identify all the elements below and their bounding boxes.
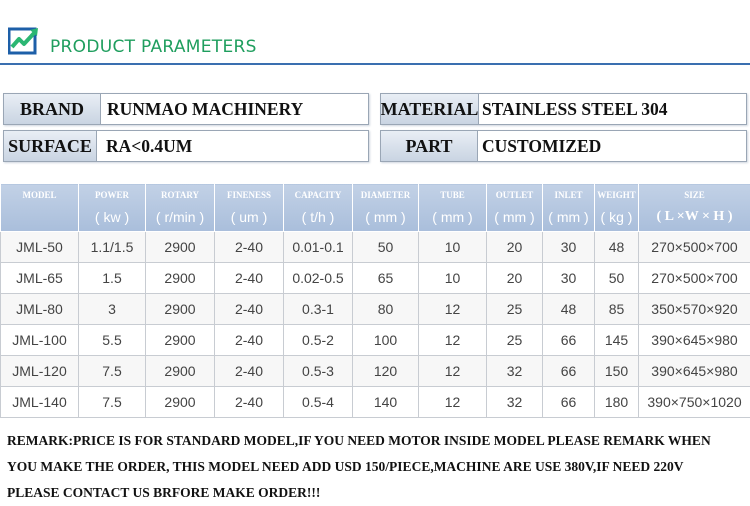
table-row	[1, 232, 750, 263]
table-cell: 270×500×700	[639, 263, 750, 294]
table-cell: 30	[543, 263, 595, 294]
remark-note	[7, 428, 747, 506]
spec-box-part	[380, 130, 747, 162]
table-cell: 2900	[146, 387, 215, 418]
page-header	[0, 0, 750, 66]
table-cell: 2900	[146, 263, 215, 294]
spec-value-surface: RA<0.4UM	[106, 131, 192, 161]
col-header-tube: TUBE ( mm )	[419, 184, 487, 232]
remark-line: PLEASE CONTACT US BRFORE MAKE ORDER!!!	[7, 480, 747, 506]
table-cell: 12	[419, 356, 487, 387]
col-header-fineness: FINENESS ( um )	[215, 184, 284, 232]
col-header-diameter: DIAMETER ( mm )	[353, 184, 419, 232]
header-divider	[0, 63, 750, 65]
table-cell: 145	[595, 325, 639, 356]
table-cell: 85	[595, 294, 639, 325]
table-cell: JML-140	[1, 387, 79, 418]
table-cell: 390×645×980	[639, 356, 750, 387]
table-cell: 140	[353, 387, 419, 418]
table-row	[1, 263, 750, 294]
table-cell: 2-40	[215, 232, 284, 263]
table-cell: 2-40	[215, 294, 284, 325]
table-cell: 2900	[146, 356, 215, 387]
table-cell: 390×645×980	[639, 325, 750, 356]
table-cell: 2-40	[215, 356, 284, 387]
table-cell: 2-40	[215, 263, 284, 294]
table-cell: 7.5	[79, 387, 146, 418]
table-cell: 2900	[146, 325, 215, 356]
table-cell: 0.5-3	[284, 356, 353, 387]
table-cell: 66	[543, 387, 595, 418]
table-cell: 0.3-1	[284, 294, 353, 325]
table-cell: 12	[419, 387, 487, 418]
table-cell: 10	[419, 232, 487, 263]
table-cell: 66	[543, 356, 595, 387]
col-header-outlet: OUTLET ( mm )	[487, 184, 543, 232]
page-title: PRODUCT PARAMETERS	[50, 37, 257, 57]
table-cell: 48	[543, 294, 595, 325]
table-cell: JML-50	[1, 232, 79, 263]
table-cell: 0.01-0.1	[284, 232, 353, 263]
table-cell: 12	[419, 325, 487, 356]
table-cell: 2-40	[215, 387, 284, 418]
table-cell: 66	[543, 325, 595, 356]
spec-box-surface	[3, 130, 369, 162]
table-cell: JML-80	[1, 294, 79, 325]
table-header-row	[1, 184, 750, 232]
table-cell: 0.5-2	[284, 325, 353, 356]
col-header-model: MODEL	[1, 184, 79, 232]
spec-value-brand: RUNMAO MACHINERY	[107, 94, 303, 124]
remark-line: YOU MAKE THE ORDER, THIS MODEL NEED ADD USD 150/PIECE,MACHINE ARE USE 380V,IF NEED 220V	[7, 454, 747, 480]
table-cell: 50	[595, 263, 639, 294]
table-cell: 180	[595, 387, 639, 418]
table-cell: 25	[487, 294, 543, 325]
chart-logo-icon	[8, 27, 40, 57]
table-cell: 0.5-4	[284, 387, 353, 418]
col-header-weight: WEIGHT ( kg )	[595, 184, 639, 232]
table-cell: 12	[419, 294, 487, 325]
col-header-inlet: INLET ( mm )	[543, 184, 595, 232]
spec-label-part: PART	[381, 131, 478, 161]
spec-value-material: STAINLESS STEEL 304	[482, 94, 667, 124]
table-cell: 25	[487, 325, 543, 356]
table-cell: 48	[595, 232, 639, 263]
table-cell: 0.02-0.5	[284, 263, 353, 294]
table-cell: 3	[79, 294, 146, 325]
table-cell: 80	[353, 294, 419, 325]
table-cell: 32	[487, 387, 543, 418]
table-cell: 270×500×700	[639, 232, 750, 263]
spec-box-brand	[3, 93, 369, 125]
table-cell: 2-40	[215, 325, 284, 356]
table-cell: 2900	[146, 232, 215, 263]
table-cell: 7.5	[79, 356, 146, 387]
col-header-rotary: ROTARY ( r/min )	[146, 184, 215, 232]
table-cell: 390×750×1020	[639, 387, 750, 418]
table-row	[1, 325, 750, 356]
table-cell: JML-120	[1, 356, 79, 387]
spec-label-brand: BRAND	[4, 94, 101, 124]
remark-line: REMARK:PRICE IS FOR STANDARD MODEL,IF YOU NEED MOTOR INSIDE MODEL PLEASE REMARK WHEN	[7, 428, 747, 454]
table-cell: 20	[487, 232, 543, 263]
table-cell: 1.1/1.5	[79, 232, 146, 263]
table-cell: 65	[353, 263, 419, 294]
spec-label-material: MATERIAL	[381, 94, 479, 124]
table-cell: 350×570×920	[639, 294, 750, 325]
spec-label-surface: SURFACE	[4, 131, 97, 161]
table-cell: 2900	[146, 294, 215, 325]
table-cell: 100	[353, 325, 419, 356]
table-cell: 150	[595, 356, 639, 387]
spec-value-part: CUSTOMIZED	[482, 131, 601, 161]
table-cell: 50	[353, 232, 419, 263]
table-cell: 1.5	[79, 263, 146, 294]
table-cell: 30	[543, 232, 595, 263]
table-cell: 20	[487, 263, 543, 294]
table-row	[1, 356, 750, 387]
table-row	[1, 387, 750, 418]
table-row	[1, 294, 750, 325]
table-body	[1, 232, 750, 418]
table-cell: 32	[487, 356, 543, 387]
table-cell: 120	[353, 356, 419, 387]
table-cell: JML-65	[1, 263, 79, 294]
parameter-table	[0, 183, 750, 418]
table-cell: 5.5	[79, 325, 146, 356]
spec-box-material	[380, 93, 747, 125]
col-header-capacity: CAPACITY ( t/h )	[284, 184, 353, 232]
col-header-size: SIZE ( L ×W × H )	[639, 184, 750, 232]
table-cell: JML-100	[1, 325, 79, 356]
table-cell: 10	[419, 263, 487, 294]
col-header-power: POWER ( kw )	[79, 184, 146, 232]
